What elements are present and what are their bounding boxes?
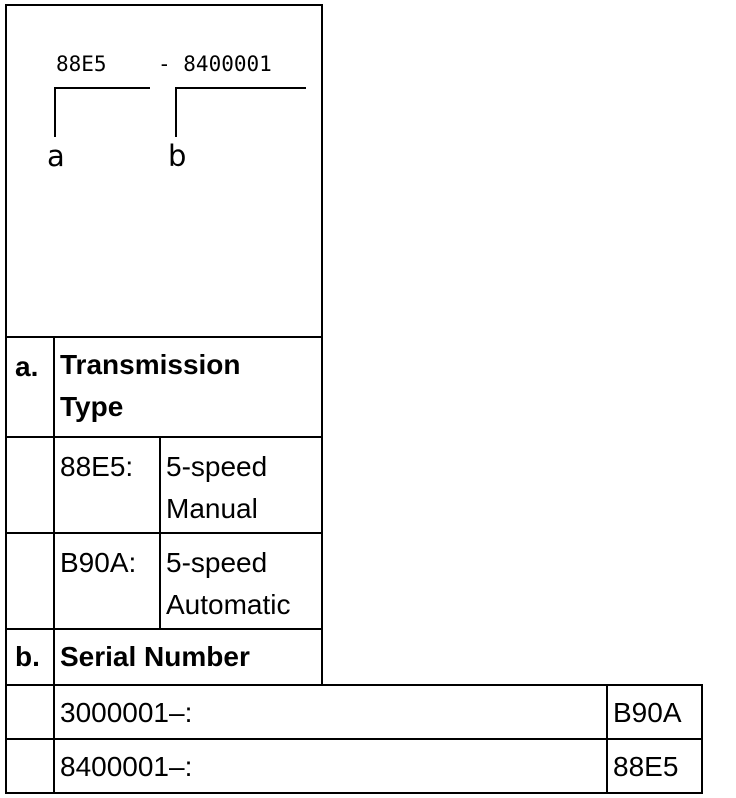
callout-b-bracket-horizontal: [175, 87, 306, 89]
section-a-row1-desc-line1: 5-speed: [166, 451, 268, 482]
callout-a-label: a: [47, 139, 65, 173]
section-b-letter: b.: [5, 628, 55, 686]
section-b-row2-range: 8400001–:: [53, 738, 608, 794]
section-b-row1-spacer: [5, 684, 55, 740]
section-a-row2-desc-line1: 5-speed: [166, 547, 268, 578]
section-b-title: Serial Number: [53, 628, 323, 686]
callout-b-bracket-vertical: [175, 87, 177, 137]
callout-a-bracket-horizontal: [54, 87, 150, 89]
section-b-row2-spacer: [5, 738, 55, 794]
section-b-row1-range: 3000001–:: [53, 684, 608, 740]
section-a-title: [53, 336, 323, 438]
callout-b-label: b: [168, 139, 187, 173]
section-a-letter: a.: [5, 336, 55, 438]
section-b-row1-model: B90A: [606, 684, 703, 740]
section-a-row1-spacer: [5, 436, 55, 534]
section-a-row1-desc: [159, 436, 323, 534]
section-a-row1-code: 88E5:: [53, 436, 161, 534]
section-a-row2-code: B90A:: [53, 532, 161, 630]
section-a-row2-spacer: [5, 532, 55, 630]
section-a-title-line1: Transmission: [60, 349, 241, 380]
model-code-text: 88E5: [56, 52, 107, 76]
section-a-title-line2: Type: [60, 391, 124, 422]
section-a-row2-desc-line2: Automatic: [166, 589, 291, 620]
section-a-row2-desc: [159, 532, 323, 630]
section-b-row2-model: 88E5: [606, 738, 703, 794]
serial-code-text: - 8400001: [158, 52, 272, 76]
section-a-row1-desc-line2: Manual: [166, 493, 258, 524]
callout-a-bracket-vertical: [54, 87, 56, 137]
